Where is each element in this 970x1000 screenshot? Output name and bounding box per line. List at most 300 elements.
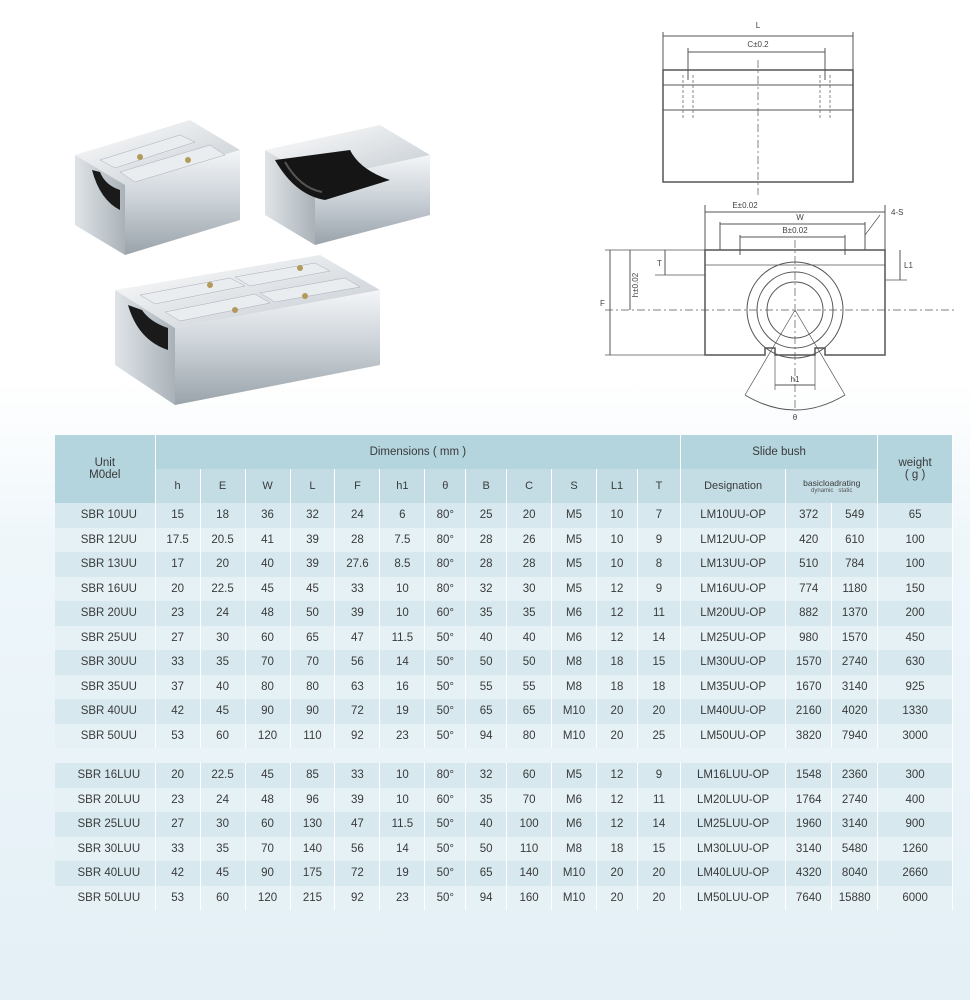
table-cell: 549 [832,503,878,528]
table-cell: 53 [155,724,200,749]
table-cell: 7940 [832,724,878,749]
table-cell: 175 [290,861,335,886]
table-cell: 55 [466,675,507,700]
table-cell: 3820 [786,724,832,749]
table-cell: 14 [637,626,680,651]
table-cell: 140 [507,861,552,886]
table-cell: 22.5 [200,577,245,602]
table-cell: 3140 [832,675,878,700]
table-row [55,552,953,577]
table-cell: 14 [380,837,425,862]
table-row [55,503,953,528]
table-cell: 215 [290,886,335,911]
table-cell: 15 [637,650,680,675]
front-view-drawing [605,205,955,410]
model-cell: SBR 20LUU [55,788,155,813]
table-cell: 50° [425,812,466,837]
table-cell: M10 [552,861,597,886]
table-cell: 7.5 [380,528,425,553]
table-cell: 50° [425,650,466,675]
table-cell: 3000 [878,724,953,749]
table-body-luu [55,763,953,910]
table-cell: 900 [878,812,953,837]
table-cell: 20 [597,861,638,886]
table-cell: 70 [245,837,290,862]
table-cell: 96 [290,788,335,813]
table-cell: 24 [200,788,245,813]
table-cell: 28 [466,552,507,577]
table-cell: 100 [878,552,953,577]
table-cell: 24 [335,503,380,528]
col-header-designation: Designation [680,469,785,503]
table-cell: 17.5 [155,528,200,553]
table-cell: 92 [335,886,380,911]
table-cell: LM40LUU-OP [680,861,785,886]
table-cell: 784 [832,552,878,577]
table-cell: LM16UU-OP [680,577,785,602]
table-cell: 1570 [832,626,878,651]
table-cell: 980 [786,626,832,651]
table-cell: 130 [290,812,335,837]
table-cell: 27.6 [335,552,380,577]
table-cell: 27 [155,812,200,837]
table-cell: LM16LUU-OP [680,763,785,788]
table-cell: 80° [425,503,466,528]
table-body-uu [55,503,953,748]
table-cell: 18 [200,503,245,528]
table-cell: 18 [597,837,638,862]
table-row [55,886,953,911]
table-cell: 19 [380,699,425,724]
table-cell: 33 [335,577,380,602]
table-cell: LM50UU-OP [680,724,785,749]
table-cell: 400 [878,788,953,813]
table-cell: 1764 [786,788,832,813]
dim-label-h1: h1 [790,375,800,384]
table-cell: 14 [380,650,425,675]
col-header-c: C [507,469,552,503]
table-cell: M6 [552,812,597,837]
table-cell: 80° [425,577,466,602]
table-cell: 48 [245,601,290,626]
table-cell: 80 [507,724,552,749]
table-cell: 12 [597,601,638,626]
table-cell: LM50LUU-OP [680,886,785,911]
dim-label-h: h±0.02 [631,272,640,298]
table-cell: 1960 [786,812,832,837]
table-cell: 25 [466,503,507,528]
table-cell: 1370 [832,601,878,626]
weight-header: weight ( g ) [878,435,953,503]
table-cell: 9 [637,528,680,553]
table-cell: 32 [290,503,335,528]
table-cell: 33 [155,650,200,675]
dim-label-b: B±0.02 [782,226,808,235]
table-cell: 150 [878,577,953,602]
table-cell: LM13UU-OP [680,552,785,577]
table-cell: 80° [425,552,466,577]
table-cell: 40 [466,812,507,837]
table-cell: 50° [425,675,466,700]
table-cell: 60 [200,724,245,749]
table-cell: 20 [597,886,638,911]
col-header-s: S [552,469,597,503]
table-cell: 47 [335,812,380,837]
model-cell: SBR 40UU [55,699,155,724]
model-cell: SBR 30LUU [55,837,155,862]
table-cell: 80° [425,763,466,788]
table-cell: 110 [290,724,335,749]
table-cell: 10 [597,503,638,528]
table-cell: 7640 [786,886,832,911]
table-cell: 65 [878,503,953,528]
top-view-drawing [663,32,853,195]
model-cell: SBR 16UU [55,577,155,602]
table-cell: 28 [335,528,380,553]
dim-label-l1: L1 [904,261,913,270]
model-cell: SBR 25UU [55,626,155,651]
table-cell: 1670 [786,675,832,700]
table-cell: 80 [290,675,335,700]
table-row [55,763,953,788]
col-header-e: E [200,469,245,503]
table-cell: 45 [245,577,290,602]
table-cell: 27 [155,626,200,651]
dim-label-l: L [755,21,761,30]
col-header-h: h [155,469,200,503]
col-header-load-rating: basicloadrating dynamic static [786,469,878,503]
model-cell: SBR 30UU [55,650,155,675]
table-cell: 35 [466,601,507,626]
table-cell: 60° [425,788,466,813]
col-header-t: T [637,469,680,503]
table-cell: 20 [155,763,200,788]
table-cell: 32 [466,763,507,788]
table-cell: 72 [335,699,380,724]
table-cell: 11 [637,788,680,813]
model-cell: SBR 20UU [55,601,155,626]
table-cell: M5 [552,528,597,553]
table-cell: M10 [552,724,597,749]
table-cell: 50° [425,861,466,886]
unit-model-header: Unit M0del [55,435,155,503]
table-cell: 372 [786,503,832,528]
table-cell: M10 [552,886,597,911]
table-cell: 80° [425,528,466,553]
table-cell: 33 [155,837,200,862]
table-cell: M6 [552,626,597,651]
table-cell: 50 [290,601,335,626]
table-cell: LM30LUU-OP [680,837,785,862]
table-cell: 15 [155,503,200,528]
table-cell: 10 [380,601,425,626]
table-cell: 20 [507,503,552,528]
table-cell: 18 [597,675,638,700]
table-cell: 41 [245,528,290,553]
table-cell: 19 [380,861,425,886]
table-cell: 1180 [832,577,878,602]
table-cell: 2660 [878,861,953,886]
table-cell: 39 [335,601,380,626]
table-cell: 35 [200,837,245,862]
table-cell: 18 [637,675,680,700]
table-cell: 774 [786,577,832,602]
dim-label-e: E±0.02 [732,201,758,210]
table-row [55,861,953,886]
table-cell: 39 [290,552,335,577]
col-header-w: W [245,469,290,503]
table-cell: M8 [552,650,597,675]
table-cell: 300 [878,763,953,788]
table-row [55,724,953,749]
table-cell: 140 [290,837,335,862]
technical-drawing [595,10,965,425]
table-cell: 16 [380,675,425,700]
table-cell: 36 [245,503,290,528]
table-cell: 65 [507,699,552,724]
table-cell: 11.5 [380,626,425,651]
table-cell: 70 [507,788,552,813]
table-cell: 11.5 [380,812,425,837]
table-row [55,699,953,724]
table-cell: 50° [425,626,466,651]
table-cell: 925 [878,675,953,700]
table-cell: 20 [597,724,638,749]
table-cell: 35 [466,788,507,813]
table-cell: 20 [155,577,200,602]
table-cell: M8 [552,837,597,862]
table-cell: 10 [380,763,425,788]
dim-label-t: T [657,259,662,268]
table-cell: 23 [380,724,425,749]
table-cell: 40 [507,626,552,651]
col-header-static: static [838,487,853,494]
spec-table [55,435,953,910]
table-cell: 39 [335,788,380,813]
model-cell: SBR 40LUU [55,861,155,886]
table-cell: 30 [200,812,245,837]
table-cell: 10 [380,577,425,602]
table-cell: M5 [552,763,597,788]
col-header-l: L [290,469,335,503]
dim-label-c: C±0.2 [747,40,769,49]
col-header-dynamic: dynamic [811,487,834,494]
table-cell: 12 [597,788,638,813]
table-cell: 42 [155,699,200,724]
table-cell: 28 [466,528,507,553]
table-cell: 56 [335,837,380,862]
table-cell: 48 [245,788,290,813]
table-cell: 35 [507,601,552,626]
table-cell: 40 [466,626,507,651]
table-row [55,675,953,700]
table-cell: 35 [200,650,245,675]
table-cell: 45 [290,577,335,602]
table-cell: 6 [380,503,425,528]
model-cell: SBR 10UU [55,503,155,528]
table-cell: 11 [637,601,680,626]
table-cell: 23 [155,788,200,813]
model-cell: SBR 13UU [55,552,155,577]
table-cell: 45 [245,763,290,788]
table-cell: 50 [466,650,507,675]
table-cell: 2740 [832,650,878,675]
table-cell: LM10UU-OP [680,503,785,528]
table-cell: 9 [637,577,680,602]
table-cell: M5 [552,552,597,577]
table-cell: 3140 [832,812,878,837]
table-cell: 70 [290,650,335,675]
table-cell: 10 [380,788,425,813]
table-cell: 8.5 [380,552,425,577]
table-cell: LM12UU-OP [680,528,785,553]
table-cell: 56 [335,650,380,675]
table-cell: 12 [597,626,638,651]
table-cell: 8 [637,552,680,577]
col-header-l1: L1 [597,469,638,503]
table-row [55,528,953,553]
table-cell: 70 [245,650,290,675]
table-cell: 450 [878,626,953,651]
slide-unit-photo-1 [75,120,240,255]
table-cell: 9 [637,763,680,788]
table-cell: M5 [552,577,597,602]
table-cell: 47 [335,626,380,651]
table-cell: 7 [637,503,680,528]
table-cell: 15 [637,837,680,862]
table-cell: 5480 [832,837,878,862]
table-cell: 30 [507,577,552,602]
table-cell: 20 [597,699,638,724]
table-cell: 60 [245,812,290,837]
table-cell: 40 [200,675,245,700]
table-cell: 12 [597,812,638,837]
table-cell: 55 [507,675,552,700]
table-cell: M5 [552,503,597,528]
table-cell: 30 [200,626,245,651]
table-cell: 4320 [786,861,832,886]
table-cell: 1330 [878,699,953,724]
table-cell: M6 [552,601,597,626]
col-header-b: B [466,469,507,503]
table-cell: 25 [637,724,680,749]
table-cell: 85 [290,763,335,788]
table-row [55,788,953,813]
model-cell: SBR 50UU [55,724,155,749]
table-cell: 60 [507,763,552,788]
table-cell: M10 [552,699,597,724]
table-cell: 14 [637,812,680,837]
table-cell: 420 [786,528,832,553]
table-cell: 15880 [832,886,878,911]
table-cell: 37 [155,675,200,700]
table-cell: 60° [425,601,466,626]
table-cell: 10 [597,552,638,577]
table-cell: 20 [637,699,680,724]
table-cell: 50° [425,886,466,911]
table-cell: 630 [878,650,953,675]
dim-label-w: W [796,213,804,222]
col-header-h1: h1 [380,469,425,503]
table-cell: 63 [335,675,380,700]
dim-label-theta: θ [792,413,798,422]
table-cell: 2360 [832,763,878,788]
col-header-theta: θ [425,469,466,503]
table-cell: 26 [507,528,552,553]
dim-label-f: F [600,299,605,308]
table-row [55,650,953,675]
product-photos [60,100,460,420]
table-cell: 50° [425,837,466,862]
table-cell: 20 [200,552,245,577]
table-cell: 200 [878,601,953,626]
col-header-f: F [335,469,380,503]
model-cell: SBR 50LUU [55,886,155,911]
model-cell: SBR 35UU [55,675,155,700]
table-cell: 110 [507,837,552,862]
table-gap [55,748,953,763]
table-cell: 4020 [832,699,878,724]
table-cell: 120 [245,724,290,749]
table-cell: 10 [597,528,638,553]
table-cell: 60 [245,626,290,651]
table-cell: 1260 [878,837,953,862]
table-row [55,577,953,602]
table-cell: 12 [597,763,638,788]
table-cell: 65 [466,699,507,724]
slide-unit-photo-2 [265,125,430,245]
table-cell: 20.5 [200,528,245,553]
table-cell: LM25UU-OP [680,626,785,651]
table-cell: 24 [200,601,245,626]
table-cell: 90 [290,699,335,724]
table-cell: 65 [466,861,507,886]
table-cell: 610 [832,528,878,553]
table-row [55,837,953,862]
table-cell: LM40UU-OP [680,699,785,724]
table-cell: 90 [245,861,290,886]
table-cell: 23 [380,886,425,911]
table-cell: 90 [245,699,290,724]
table-cell: 50 [507,650,552,675]
table-cell: LM20UU-OP [680,601,785,626]
table-cell: 72 [335,861,380,886]
table-cell: 2160 [786,699,832,724]
table-cell: 100 [507,812,552,837]
table-cell: 510 [786,552,832,577]
table-cell: 28 [507,552,552,577]
table-cell: 42 [155,861,200,886]
table-cell: M8 [552,675,597,700]
table-cell: 33 [335,763,380,788]
table-row [55,601,953,626]
dimensions-header: Dimensions ( mm ) [155,435,680,469]
dim-label-s: 4-S [891,208,904,217]
table-cell: 20 [637,886,680,911]
table-cell: 8040 [832,861,878,886]
model-cell: SBR 25LUU [55,812,155,837]
table-cell: 45 [200,861,245,886]
table-cell: 94 [466,886,507,911]
slide-bush-header: Slide bush [680,435,877,469]
table-cell: 100 [878,528,953,553]
table-cell: LM25LUU-OP [680,812,785,837]
table-cell: 50° [425,724,466,749]
table-row [55,626,953,651]
table-cell: LM20LUU-OP [680,788,785,813]
table-cell: 17 [155,552,200,577]
table-cell: M6 [552,788,597,813]
